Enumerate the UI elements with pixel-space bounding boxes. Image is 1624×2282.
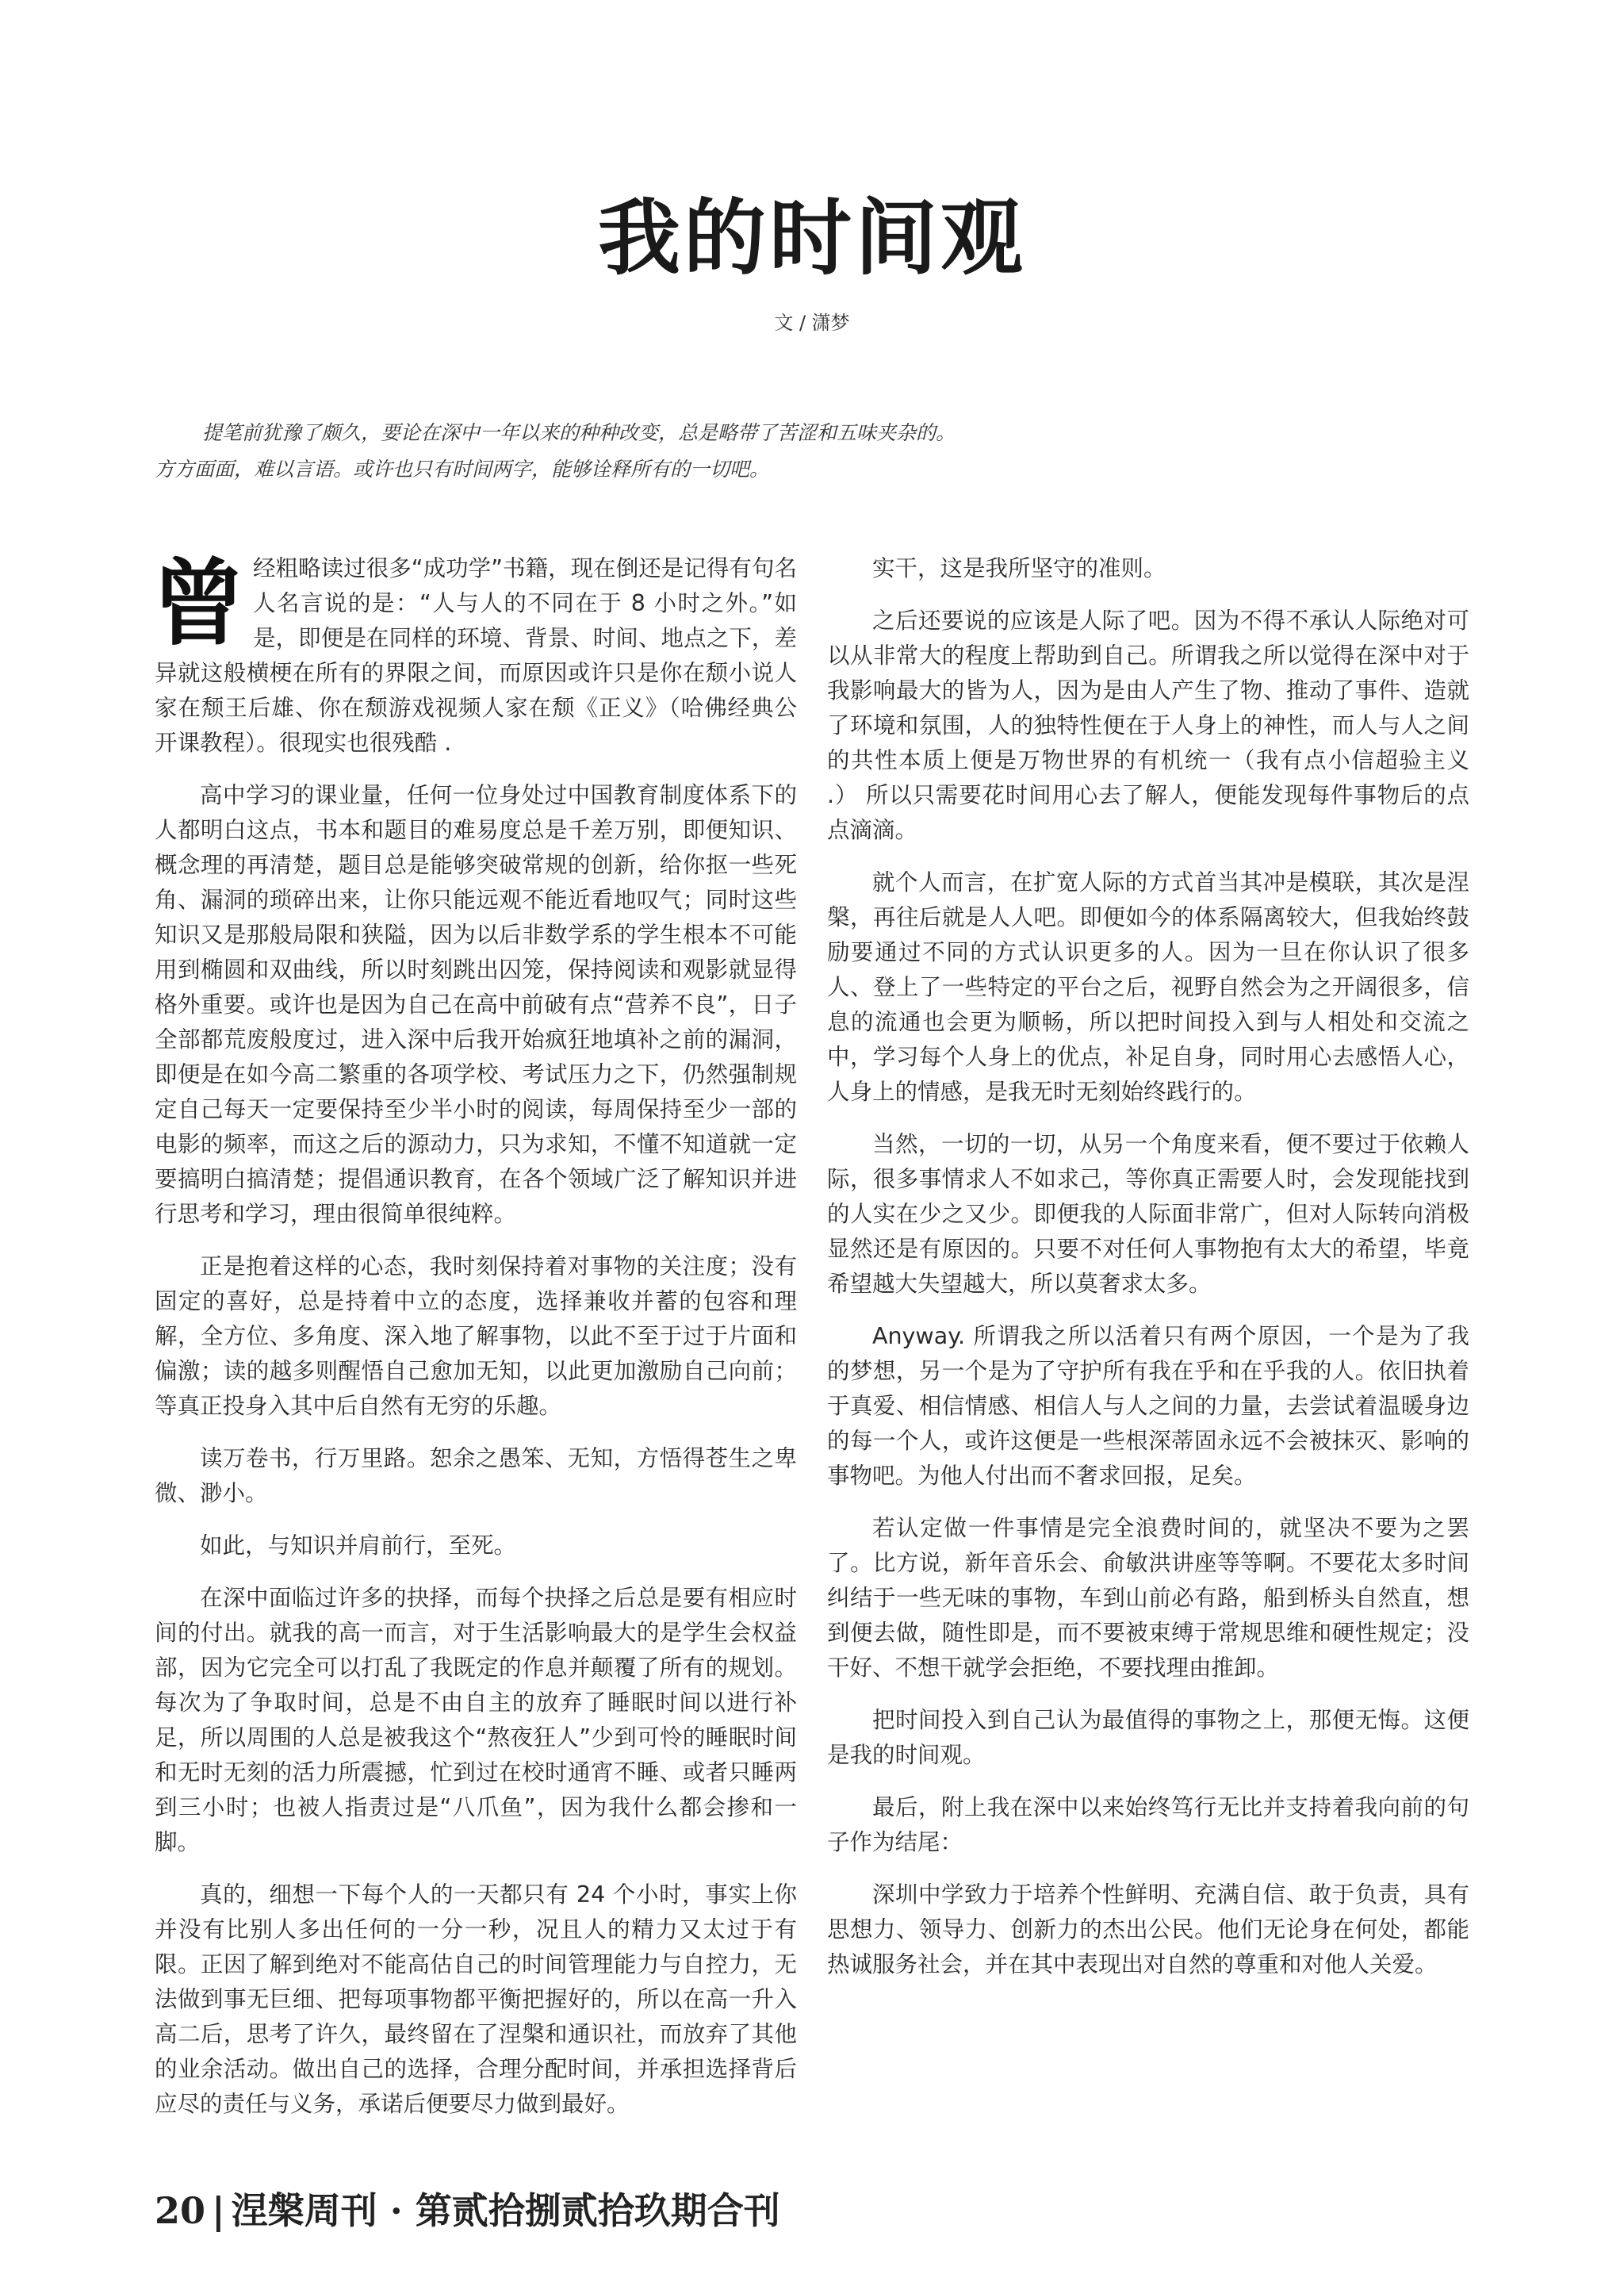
drop-cap: 曾 [151,548,246,658]
body-paragraph: 高中学习的课业量，任何一位身处过中国教育制度体系下的人都明白这点，书本和题目的难易度总是千差万别，即便知识、概念理的再清楚，题目总是能够突破常规的创新，给你抠一些死角、漏洞的琐碎出来，让你只能远观不能近看地叹气；同时这些知识又是那般局限和狭隘，因为以后非数学系的学生根本不可能用到椭圆和双曲线，所以时刻跳出囚笼，保持阅读和观影就显得格外重要。或许也是因为自己在高中前破有点“营养不良”，日子全部都荒废般度过，进入深中后我开始疯狂地填补之前的漏洞，即便是在如今高二繁重的各项学校、考试压力之下，仍然强制规定自己每天一定要保持至少半小时的阅读，每周保持至少一部的电影的频率，而这之后的源动力，只为求知，不懂不知道就一定要搞明白搞清楚；提倡通识教育，在各个领域广泛了解知识并进行思考和学习，理由很简单很纯粹。 [155,782,797,1227]
body-paragraph: 在深中面临过许多的抉择，而每个抉择之后总是要有相应时间的付出。就我的高一而言，对于生活影响最大的是学生会权益部，因为它完全可以打乱了我既定的作息并颠覆了所有的规划。每次为了争取时间，总是不由自主的放弃了睡眠时间以进行补足，所以周围的人总是被我这个“熬夜狂人”少到可怜的睡眠时间和无时无刻的活力所震撼，忙到过在校时通宵不睡、或者只睡两到三小时；也被人指责过是“八爪鱼”，因为我什么都会掺和一脚。 [155,1585,797,1855]
article-byline: 文 / 潇梦 [774,312,850,334]
left-column [151,548,797,2139]
body-paragraph: 之后还要说的应该是人际了吧。因为不得不承认人际绝对可以从非常大的程度上帮助到自己。所谓我之所以觉得在深中对于我影响最大的皆为人，因为是由人产生了物、推动了事件、造就了环境和氛围，人的独特性便在于人身上的神性，而人与人之间的共性本质上便是万物世界的有机统一（我有点小信超验主义 .） 所以只需要花时间用心去了解人，便能发现每件事物后的点点滴滴。 [827,608,1469,843]
body-paragraph: 深圳中学致力于培养个性鲜明、充满自信、敢于负责，具有思想力、领导力、创新力的杰出公民。他们无论身在何处，都能热诚服务社会，并在其中表现出对自然的尊重和对他人关爱。 [827,1881,1469,1977]
body-paragraph: 实干，这是我所坚守的准则。 [872,555,1166,581]
right-column [827,551,1469,2000]
body-paragraph: 如此，与知识并肩前行，至死。 [200,1532,517,1559]
body-paragraph [151,548,797,761]
page-footer [155,2139,1624,2234]
page-number: 20 [155,2189,206,2232]
article-title: 我的时间观 [597,189,1026,286]
body-paragraph: 真的，细想一下每个人的一天都只有 24 个小时，事实上你并没有比别人多出任何的一分一秒，况且人的精力又太过于有限。正因了解到绝对不能高估自己的时间管理能力与自控力，无法做到事无巨细、把每项事物都平衡把握好的，所以在高一升入高二后，思考了许久，最终留在了涅槃和通识社，而放弃了其他的业余活动。做出自己的选择，合理分配时间，并承担选择背后应尽的责任与义务，承诺后便要尽力做到最好。 [155,1881,797,2117]
article-intro [155,415,1185,488]
body-paragraph: 把时间投入到自己认为最值得的事物之上，那便无悔。这便是我的时间观。 [827,1707,1469,1768]
body-paragraph: 就个人而言，在扩宽人际的方式首当其冲是模联，其次是涅槃，再往后就是人人吧。即便如今的体系隔离较大，但我始终鼓励要通过不同的方式认识更多的人。因为一旦在你认识了很多人、登上了一些特定的平台之后，视野自然会为之开阔很多，信息的流通也会更为顺畅，所以把时间投入到与人相处和交流之中，学习每个人身上的优点，补足自身，同时用心去感悟人心，人身上的情感，是我无时无刻始终践行的。 [827,869,1469,1105]
body-paragraph: 读万卷书，行万里路。恕余之愚笨、无知，方悟得苍生之卑微、渺小。 [155,1445,797,1506]
intro-line: 提笔前犹豫了颇久，要论在深中一年以来的种种改变，总是略带了苦涩和五味夹杂的。 [202,421,956,444]
body-paragraph: 正是抱着这样的心态，我时刻保持着对事物的关注度；没有固定的喜好，总是持着中立的态度，选择兼收并蓄的包容和理解，全方位、多角度、深入地了解事物，以此不至于过于片面和偏激；读的越多则醒悟自己愈加无知，以此更加激励自己向前；等真正投身入其中后自然有无穷的乐趣。 [155,1253,797,1419]
body-paragraph: Anyway. 所谓我之所以活着只有两个原因，一个是为了我的梦想，另一个是为了守护所有我在乎和在乎我的人。依旧执着于真爱、相信情感、相信人与人之间的力量，去尝试着温暖身边的每一个人，或许这便是一些根深蒂固永远不会被抹灭、影响的事物吧。为他人付出而不奢求回报，足矣。 [827,1323,1469,1489]
body-paragraph: 若认定做一件事情是完全浪费时间的，就坚决不要为之罢了。比方说，新年音乐会、俞敏洪讲座等等啊。不要花太多时间纠结于一些无味的事物，车到山前必有路，船到桥头自然直，想到便去做，随性即是，而不要被束缚于常规思维和硬性规定；没干好、不想干就学会拒绝，不要找理由推卸。 [827,1515,1469,1681]
article-body [151,548,1469,2139]
body-paragraph: 当然，一切的一切，从另一个角度来看，便不要过于依赖人际，很多事情求人不如求己，等你真正需要人时，会发现能找到的人实在少之又少。即便我的人际面非常广，但对人际转向消极显然还是有原因的。只要不对任何人事物抱有太大的希望，毕竟希望越大失望越大，所以莫奢求太多。 [827,1131,1469,1297]
publication-name: 涅槃周刊 · 第贰拾捌贰拾玖期合刊 [231,2189,780,2232]
body-paragraph: 最后，附上我在深中以来始终笃行无比并支持着我向前的句子作为结尾： [827,1794,1469,1855]
intro-line: 方方面面，难以言语。或许也只有时间两字，能够诠释所有的一切吧。 [155,458,770,481]
paragraph-text: 经粗略读过很多“成功学”书籍，现在倒还是记得有句名人名言说的是：“人与人的不同在于 8 小时之外。”如是，即便是在同样的环境、背景、时间、地点之下，差异就这般横梗在所有的界限之间，而原因或许只是你在颓小说人家在颓王后雄、你在颓游戏视频人家在颓《正义》（哈佛经典公开课教程）。很现实也很残酷 . [155,555,797,756]
footer-separator: | [212,2189,225,2232]
